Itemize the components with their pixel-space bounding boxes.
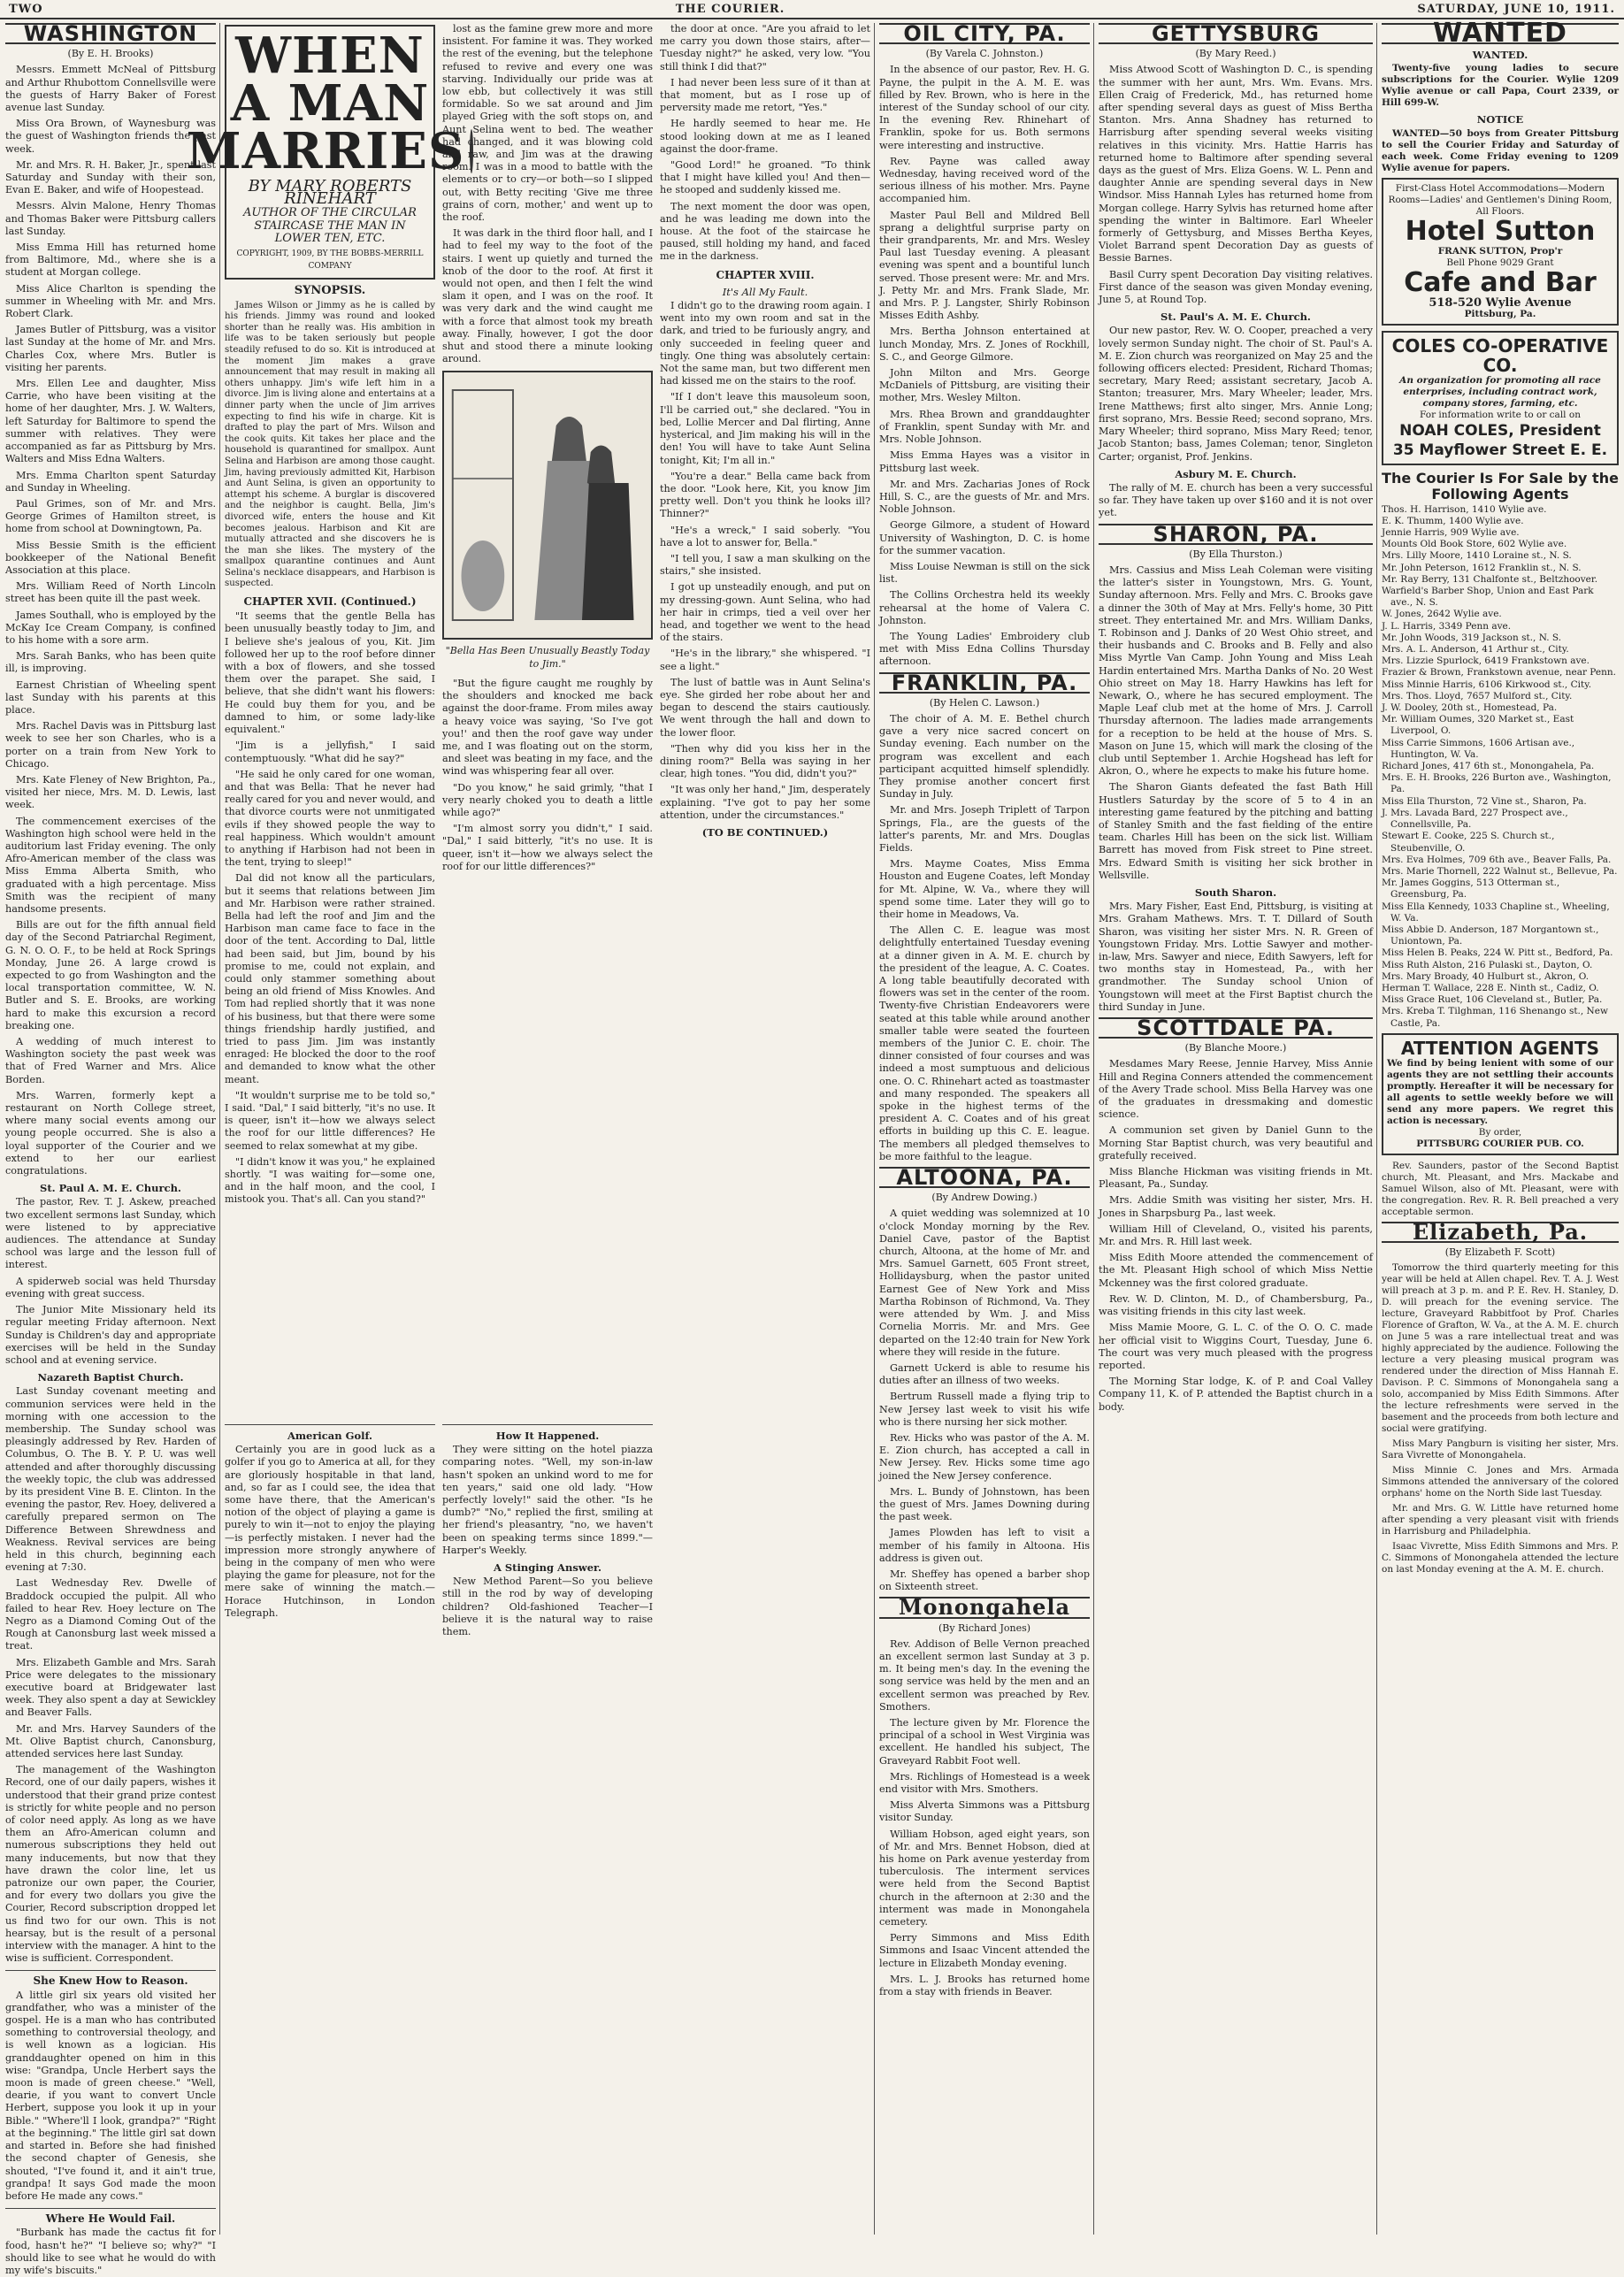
byline: (By E. H. Brooks) <box>67 48 154 60</box>
church-heading: Nazareth Baptist Church. <box>37 1371 184 1384</box>
news-item: Miss Mary Pangburn is visiting her sister, Mrs. Sara Vivrette of Monongahela. <box>1382 1438 1619 1461</box>
news-item: Mrs. Bertha Johnson entertained at lunch Monday, Mrs. Z. Jones of Rockhill, S. C., and George Gilmore. <box>879 326 1090 363</box>
section-heading: SCOTTDALE PA. <box>1099 1017 1373 1039</box>
news-item: The Young Ladies' Embroidery club met with Miss Edna Collins Thursday afternoon. <box>879 630 1090 668</box>
wanted-subheading: WANTED. <box>1472 49 1528 62</box>
news-item: Mrs. L. Bundy of Johnstown, has been the guest of Mrs. James Downing during the past week. <box>879 1485 1090 1523</box>
serial-copyright: COPYRIGHT, 1909, BY THE BOBBS-MERRILL COMPANY <box>236 249 424 272</box>
serial-story <box>186 23 870 1421</box>
news-item: Garnett Uckerd is able to resume his duties after an illness of two weeks. <box>879 1361 1090 1387</box>
agent-entry: Frazier & Brown, Frankstown avenue, near Penn. <box>1382 667 1616 678</box>
agent-entry: Miss Minnie Harris, 6106 Kirkwood st., City. <box>1382 678 1592 690</box>
news-item: Mrs. Sarah Banks, who has been quite ill, is improving. <box>5 650 216 675</box>
hotel-tagline: First-Class Hotel Accommodations—Modern Rooms—Ladies' and Gentlemen's Dining Room, All Floors. <box>1388 182 1613 217</box>
agent-entry: Mr. John Woods, 319 Jackson st., N. S. <box>1382 632 1562 643</box>
synopsis-heading: SYNOPSIS. <box>294 284 366 298</box>
news-item: Rev. Addison of Belle Vernon preached an excellent sermon last Sunday at 3 p. m. It being men's day. In the evening the song service was held by the men and an excellent sermon was preached by Rev. Smothers. <box>879 1637 1090 1713</box>
golf-story <box>225 1424 435 2221</box>
story-paragraph: "If I don't leave this mausoleum soon, I'll be carried out," she declared. "You in bed, Lollie Mercer and Dal flirting, Anne hysterical, and Jim making his will in the den! You will have to take Aunt Selina tonight, Kit; I'm all in." <box>660 391 870 466</box>
column-gettysburg <box>1099 23 1373 2235</box>
news-item: Mrs. Rhea Brown and granddaughter of Franklin, spent Sunday with Mr. and Mrs. Noble Johnson. <box>879 408 1090 446</box>
serial-col-2 <box>442 23 653 1210</box>
agent-entry: Miss Carrie Simmons, 1606 Artisan ave., Huntington, W. Va. <box>1382 737 1575 760</box>
church-news: Last Wednesday Rev. Dwelle of Braddock occupied the pulpit. All who failed to hear Rev. Hoey lecture on The Negro as a Diamond Coming Out of the Rough at Canonsburg last week missed a treat. <box>5 1577 216 1652</box>
news-item: James Southall, who is employed by the McKay Ice Cream Company, is confined to his home with a sore arm. <box>5 609 216 646</box>
agent-entry: Mrs. Mary Broady, 40 Hulburt st., Akron, O. <box>1382 970 1590 982</box>
news-item: Bertrum Russell made a flying trip to New Jersey last week to visit his wife who is there nursing her sick mother. <box>879 1391 1090 1428</box>
agent-entry: Miss Ruth Alston, 216 Pulaski st., Dayton, O. <box>1382 959 1593 970</box>
story-paragraph: "Good Lord!" he groaned. "To think that I might have killed you! And then—he stooped and suddenly kissed me. <box>660 159 870 196</box>
news-item: William Hill of Cleveland, O., visited his parents, Mr. and Mrs. R. Hill last week. <box>1099 1223 1373 1248</box>
column-rule <box>874 23 875 2235</box>
agent-entry: Miss Ella Thurston, 72 Vine st., Sharon, Pa. <box>1382 795 1587 807</box>
news-item: Mr. and Mrs. Zacharias Jones of Rock Hill, S. C., are the guests of Mr. and Mrs. Noble Johnson. <box>879 478 1090 516</box>
byline: (By Helen C. Lawson.) <box>929 696 1040 709</box>
story-paragraph: I got up unsteadily enough, and put on my dressing-gown. Aunt Selina, who had her hair in crimps, tied a veil over her head, and together we went to the head of the stairs. <box>660 581 870 644</box>
news-item: Miss Emma Hayes was a visitor in Pittsburg last week. <box>879 449 1090 474</box>
filler-heading: She Knew How to Reason. <box>5 1970 216 1987</box>
news-item: Mrs. Emma Charlton spent Saturday and Sunday in Wheeling. <box>5 469 216 494</box>
church-news: The Junior Mite Missionary held its regular meeting Friday afternoon. Next Sunday is Children's day and appropriate exercises will be held in the Sunday school and at evening service. <box>5 1304 216 1366</box>
coles-info: For information write to or call on <box>1420 409 1581 420</box>
story-paragraph: "Jim is a jellyfish," I said contemptuously. "What did he say?" <box>225 740 435 764</box>
coles-president: NOAH COLES, President <box>1399 421 1601 440</box>
news-item: Mrs. Ellen Lee and daughter, Miss Carrie, who have been visiting at the home of her daughter, Mrs. J. W. Walters, left Saturday for Baltimore to spend the summer with relatives. They were accompanied as far as Pittsburg by Mrs. Walters and Miss Edna Walters. <box>5 378 216 465</box>
wanted-text: Twenty-five young ladies to secure subscriptions for the Courier. Wylie 1209 Wylie avenue or call Papa, Court 2339, or Hill 699-W. <box>1382 63 1619 109</box>
agent-entry: Miss Helen B. Peaks, 224 W. Pitt st., Bedford, Pa. <box>1382 947 1613 959</box>
church-news: The management of the Washington Record, one of our daily papers, wishes it understood that their grand prize contest is strictly for white people and no person of color need apply. As long as we have them an Afro-American column and numerous subscriptions they held out many inducements, but now that they have drawn the color line, let us patronize our own paper, the Courier, and for every two dollars you give the Courier, Record subscription dropped let us find two for our own. This is not hearsay, but is the result of a personal interview with the manager. A hint to the wise is sufficient. Correspondent. <box>5 1764 216 1965</box>
coles-text: An organization for promoting all race enterprises, including contract work, company stores, farming, etc. <box>1399 374 1601 409</box>
illustration-caption: "Bella Has Been Unusually Beastly Today to Jim." <box>445 645 650 670</box>
news-item: The Morning Star lodge, K. of P. and Coal Valley Company 11, K. of P. attended the Baptist church in a body. <box>1099 1376 1373 1413</box>
notice-heading: NOTICE <box>1476 113 1524 126</box>
section-heading: ALTOONA, PA. <box>879 1167 1090 1188</box>
filler-story <box>442 1424 653 2221</box>
church-heading: Asbury M. E. Church. <box>1175 467 1297 480</box>
serial-author: BY MARY ROBERTS RINEHART <box>248 177 412 209</box>
story-paragraph: I had never been less sure of it than at that moment, but as I rose up of perversity made me retort, "Yes." <box>660 76 870 114</box>
news-item: Mesdames Mary Reese, Jennie Harvey, Miss Annie Hill and Regina Conners attended the commencement of the Avery Trade school. Miss Bella Harvey was one of the graduates in dressmaking and domestic science. <box>1099 1058 1373 1121</box>
agent-entry: Jennie Harris, 909 Wylie ave. <box>1382 527 1520 539</box>
byline: (By Elizabeth F. Scott) <box>1444 1246 1556 1258</box>
issue-date: SATURDAY, JUNE 10, 1911. <box>1417 2 1615 16</box>
news-item: Mrs. Mayme Coates, Miss Emma Houston and Eugene Coates, left Monday for Mt. Alpine, W. Va., where they will spend some time. Later they will go to their home in Meadows, Va. <box>879 858 1090 920</box>
byline: (By Richard Jones) <box>938 1622 1031 1634</box>
coles-address: 35 Mayflower Street E. E. <box>1392 441 1608 459</box>
hotel-address: 518-520 Wylie Avenue <box>1429 295 1572 310</box>
news-item: Mrs. Kate Fleney of New Brighton, Pa., visited her niece, Mrs. M. D. Lewis, last week. <box>5 773 216 811</box>
news-item: Mrs. Addie Smith was visiting her sister, Mrs. H. Jones in Sharpsburg Pa., last week. <box>1099 1194 1373 1219</box>
story-paragraph: "Do you know," he said grimly, "that I very nearly choked you to death a little while ago?" <box>442 781 653 818</box>
news-item: Miss Edith Moore attended the commencement of the Mt. Pleasant High school of which Miss Nettie Mckenney was the first colored graduate. <box>1099 1252 1373 1289</box>
story-paragraph: I didn't go to the drawing room again. I went into my own room and sat in the dark, and tried to be furiously angry, and only succeeded in feeling queer and tingly. One thing was absolutely certain: Not the same man, but two different men had kissed me on the stairs to the roof. <box>660 300 870 387</box>
illustration-drawing <box>444 372 651 638</box>
hotel-phone: Bell Phone 9029 Grant <box>1446 257 1554 268</box>
news-item: Mrs. L. J. Brooks has returned home from a stay with friends in Beaver. <box>879 1973 1090 1998</box>
church-news: Last Sunday covenant meeting and communion services were held in the morning with one accession to the membership. The Sunday school was pleasingly addressed by Rev. Harden of Columbus, O. The B. Y. P. U. was well attended and after thoroughly discussing the weekly topic, the club was addressed by its president Vine B. E. Clinton. In the evening the pastor, Rev. Hoey, delivered a carefully prepared sermon on The Difference Between Shrewdness and Weakness. Revival services are being held in this church, beginning each evening at 7:30. <box>5 1385 216 1574</box>
subsection-heading: South Sharon. <box>1194 886 1277 899</box>
byline: (By Andrew Dowing.) <box>931 1192 1038 1204</box>
news-item: A wedding of much interest to Washington society the past week was that of Fred Warner and Mrs. Alice Borden. <box>5 1036 216 1085</box>
page-number: TWO <box>9 2 43 16</box>
news-item: Mrs. Mary Fisher, East End, Pittsburg, is visiting at Mrs. Graham Mathews. Mrs. T. T. Dillard of South Sharon, was visiting her sister Mrs. N. R. Green of Youngstown Friday. Mrs. Lottie Sawyer and mother-in-law, Mrs. Sawyer and niece, Edith Sawyers, left for two months stay in Homestead, Pa., with her grandmother. The Sunday school Union of Youngstown will meet at the First Baptist church the third Sunday in June. <box>1099 901 1373 1013</box>
story-paragraph: "He's a wreck," I said soberly. "You have a lot to answer for, Bella." <box>660 524 870 548</box>
attention-sign2: PITTSBURG COURIER PUB. CO. <box>1416 1138 1584 1149</box>
to-be-continued: (TO BE CONTINUED.) <box>701 825 829 839</box>
chapter-heading: CHAPTER XVII. (Continued.) <box>243 595 417 609</box>
church-news: Our new pastor, Rev. W. O. Cooper, preached a very lovely sermon Sunday night. The choir of St. Paul's A. M. E. Zion church was reorganized on May 25 and the following officers elected: President, Richard Thomas; secretary, Mary Reed; assistant secretary, Jacob A. Stanton; treasurer, Mrs. Mary Wheeler; leader, Mrs. Irene Matthews; first alto singer, Mrs. Annie Long; first soprano, Mrs. Bessie Reed; second soprano, Mrs. Mary Wheeler; third soprano, Miss Mary Reed; tenor, Jacob Stanton; bass, James Coleman; tenor, Singleton Carter; organist, Prof. Jenkins. <box>1099 325 1373 463</box>
filler-text: New Method Parent—So you believe still in the rod by way of developing children? Old-fashioned Teacher—I believe it is the natural way to raise them. <box>442 1576 653 1638</box>
filler-heading: Where He Would Fail. <box>5 2208 216 2225</box>
chapter-heading: CHAPTER XVIII. <box>716 268 815 281</box>
synopsis-text: James Wilson or Jimmy as he is called by his friends. Jimmy was round and looked shorter than he really was. His ambition in life was to be taken seriously but people steadily refused to do so. Kit is introduced at the moment Jim makes a grave announcement that may result in making all others unhappy. Jim's wife left him in a divorce. Jim is living alone and entertains at a dinner party when the uncle of Jim arrives expecting to find his wife in charge. Kit is drafted to play the part of Mrs. Wilson and the cook quits. Kit takes her place and the household is quarantined for smallpox. Aunt Selina and Harbison are among those caught. Jim, having previously admitted Kit, Harbison and Aunt Selina, is given an opportunity to attempt his scheme. A burglar is discovered and the neighbor is caught. Bella, Jim's divorced wife, enters the house and Kit becomes jealous. Harbison and Kit are mutually attracted and she discovers he is the man she likes. The mystery of the smallpox quarantine continues and Aunt Selina's necklace disappears, and Harbison is suspected. <box>225 300 435 589</box>
news-item: Paul Grimes, son of Mr. and Mrs. George Grimes of Hamilton street, is home from school at Downingtown, Pa. <box>5 497 216 535</box>
agent-entry: Mr. John Peterson, 1612 Franklin st., N. S. <box>1382 562 1582 573</box>
agents-list <box>1382 504 1619 1030</box>
serial-col-1 <box>186 23 465 1210</box>
agent-entry: Mrs. Kreba T. Tilghman, 116 Shenango st., New Castle, Pa. <box>1382 1006 1608 1029</box>
column-ads <box>1382 18 1619 2235</box>
newspaper-title: THE COURIER. <box>675 2 785 16</box>
news-item: Mr. and Mrs. G. W. Little have returned home after spending a very pleasant visit with friends in Harrisburg and Philadelphia. <box>1382 1503 1619 1537</box>
story-paragraph: "I'm almost sorry you didn't," I said. "Dal," I said bitterly, "it's no use. It is queer, isn't it—how we always select the roof for our little differences?" <box>442 823 653 872</box>
serial-title-block <box>186 25 465 280</box>
hotel-proprietor: FRANK SUTTON, Prop'r <box>1437 245 1563 257</box>
hotel-city: Pittsburg, Pa. <box>1464 308 1536 319</box>
news-item: The lecture given by Mr. Florence the principal of a school in West Virginia was excellent. He handled his subject, The Graveyard Rabbit Foot well. <box>879 1716 1090 1767</box>
byline: (By Blanche Moore.) <box>1184 1042 1287 1054</box>
coles-name: COLES CO-OPERATIVE CO. <box>1391 334 1609 376</box>
serial-title-line2: MARRIES <box>186 122 465 180</box>
byline: (By Varela C. Johnston.) <box>925 48 1044 60</box>
attention-sign1: By order, <box>1478 1126 1522 1138</box>
news-item: Earnest Christian of Wheeling spent last Sunday with his parents at this place. <box>5 678 216 716</box>
news-item: James Plowden has left to visit a member of his family in Altoona. His address is given out. <box>879 1527 1090 1564</box>
story-paragraph: "It seems that the gentle Bella has been unusually beastly today to Jim, and I believe she's jealous of you, Kit. Jim followed her up to the roof before dinner with a box of flowers, and she tossed them over the parapet. She said, I believe, that she didn't want his flowers: He could buy them for you, and be damned to him, or some lady-like equivalent." <box>225 610 435 736</box>
section-heading: SHARON, PA. <box>1099 524 1373 545</box>
news-item: Mrs. Warren, formerly kept a restaurant on North College street, where many social events among our young people occurred. She is also a loyal supporter of the Courier and we extend to her our earliest congratulations. <box>5 1089 216 1177</box>
story-paragraph: "But the figure caught me roughly by the shoulders and knocked me back against the door-frame. From miles away a heavy voice was saying, 'So I've got you!' and then the roof gave way under me, and I was floating out on the storm, and sleet was beating in my face, and the wind was whispering fear all over. <box>442 677 653 778</box>
news-item: Rev. Hicks who was pastor of the A. M. E. Zion church, has accepted a call in New Jersey. Rev. Hicks some time ago joined the New Jersey conference. <box>879 1431 1090 1482</box>
church-news: Mrs. Elizabeth Gamble and Mrs. Sarah Price were delegates to the missionary executive board at Bridgewater last week. They also spent a day at Sewickley and Beaver Falls. <box>5 1656 216 1719</box>
agent-entry: Mounts Old Book Store, 602 Wylie ave. <box>1382 539 1567 550</box>
story-paragraph: "You're a dear." Bella came back from the door. "Look here, Kit, you know Jim pretty well. Don't you think he looks ill? Thinner?" <box>660 470 870 520</box>
agent-entry: Mrs. Thos. Lloyd, 7657 Mulford st., City. <box>1382 690 1573 702</box>
notice-text: WANTED—50 boys from Greater Pittsburg to sell the Courier Friday and Saturday of each week. Come Friday evening to 1209 Wylie avenue for papers. <box>1382 127 1619 173</box>
news-item: Mrs. William Reed of North Lincoln street has been quite ill the past week. <box>5 580 216 605</box>
section-heading: FRANKLIN, PA. <box>879 672 1090 694</box>
story-paragraph: "He's in the library," she whispered. "I see a light." <box>660 648 870 672</box>
filler-story: A little girl six years old visited her grandfather, who was a minister of the gospel. He is a man who has contributed something to controversial theology, and is well known as a logician. His granddaughter opened on him in this wise: "Grandpa, Uncle Herbert says the moon is made of green cheese." "Well, dearie, if you want to convert Uncle Herbert, suppose you look it up in your Bible." "Where'll I look, grandpa?" "Right at the beginning." The little girl sat down and started in. Before she had finished the second chapter of Genesis, she shouted, "I've found it, and it ain't true, grandpa! It says God made the moon before He made any cows." <box>5 1989 216 2202</box>
agent-entry: Richard Jones, 417 6th st., Monongahela, Pa. <box>1382 761 1595 772</box>
coles-coop-ad <box>1382 331 1619 465</box>
news-item: Miss Alice Charlton is spending the summer in Wheeling with Mr. and Mrs. Robert Clark. <box>5 282 216 320</box>
news-item: Miss Alverta Simmons was a Pittsburg visitor Sunday. <box>879 1799 1090 1824</box>
serial-title-line1: WHEN A MAN <box>230 27 430 133</box>
agent-entry: Mr. William Oumes, 320 Market st., East Liverpool, O. <box>1382 714 1574 737</box>
news-item: Messrs. Emmett McNeal of Pittsburg and Arthur Rhubottom Connellsville were the guests of Harry Baker of Forest avenue last Sunday. <box>5 64 216 114</box>
section-heading: Elizabeth, Pa. <box>1382 1222 1619 1243</box>
late-notice: Rev. Saunders, pastor of the Second Baptist church, Mt. Pleasant, and Mrs. Mackabe and Samuel Wilson, also of Mt. Pleasant, were with the congregation. Rev. R. R. Bell preached a very acceptable sermon. <box>1382 1160 1619 1217</box>
news-item: A quiet wedding was solemnized at 10 o'clock Monday morning by the Rev. Daniel Cave, pastor of the Baptist church, Altoona, at the home of Mr. and Mrs. Samuel Garnett, 605 Front street, Hollidaysburg, when the pastor united Earnest Gee of New York and Miss Martha Robinson of Richmond, Va. They were attended by Wm. J. and Miss Cornelia Morris. Mr. and Mrs. Gee departed on the 12:40 train for New York where they will reside in the future. <box>879 1208 1090 1358</box>
news-item: Basil Curry spent Decoration Day visiting relatives. First dance of the season was given Monday evening, June 5, at Round Top. <box>1099 268 1373 306</box>
agent-entry: Miss Grace Ruet, 106 Cleveland st., Butler, Pa. <box>1382 994 1603 1006</box>
attention-agents-ad <box>1382 1033 1619 1155</box>
agent-entry: Mrs. E. H. Brooks, 226 Burton ave., Washington, Pa. <box>1382 772 1612 795</box>
church-news: A spiderweb social was held Thursday evening with great success. <box>5 1275 216 1300</box>
news-item: A communion set given by Daniel Gunn to the Morning Star Baptist church, was very beautiful and gratefully received. <box>1099 1124 1373 1162</box>
serial-col-3 <box>660 23 870 1210</box>
news-item: William Hobson, aged eight years, son of Mr. and Mrs. Bennet Hobson, died at his home on Park avenue yesterday from tuberculosis. The interment services were held from the Second Baptist church in the afternoon at 2:30 and the interment was made in Monongahela cemetery. <box>879 1828 1090 1928</box>
news-item: Messrs. Alvin Malone, Henry Thomas and Thomas Baker were Pittsburg callers last Sunday. <box>5 200 216 237</box>
news-item: Miss Bessie Smith is the efficient bookkeeper of the National Benefit Association at this place. <box>5 539 216 576</box>
chapter-subtitle: It's All My Fault. <box>722 285 808 298</box>
agent-entry: Mrs. Lilly Moore, 1410 Loraine st., N. S. <box>1382 550 1572 562</box>
section-heading: WASHINGTON <box>5 23 216 44</box>
news-item: Bills are out for the fifth annual field day of the Second Patriarchal Regiment, G. N. O. O. F., to be held at Rock Springs Monday, June 26. A large crowd is expected to go from Washington and the local transportation committee, W. N. Butler and S. E. Brooks, are working hard to make this excursion a record breaking one. <box>5 919 216 1031</box>
news-item: Mrs. Richlings of Homestead is a week end visitor with Mrs. Smothers. <box>879 1770 1090 1795</box>
agent-entry: J. L. Harris, 3349 Penn ave. <box>1382 620 1512 632</box>
agent-entry: E. K. Thumm, 1400 Wylie ave. <box>1382 515 1524 526</box>
filler-text: They were sitting on the hotel piazza comparing notes. "Well, my son-in-law hasn't spoken an unkind word to me for ten years," said one old lady. "How perfectly lovely!" said the other. "Is he dumb?" "No," replied the first, smiling at her friend's pleasantry, "no, we haven't been on speaking terms since 1899."—Harper's Weekly. <box>442 1444 653 1556</box>
golf-heading: American Golf. <box>287 1430 373 1442</box>
church-news: Mr. and Mrs. Harvey Saunders of the Mt. Olive Baptist church, Canonsburg, attended services here last Sunday. <box>5 1722 216 1760</box>
agent-entry: Mrs. Lizzie Spurlock, 6419 Frankstown ave. <box>1382 656 1590 667</box>
church-news: The rally of M. E. church has been a very successful so far. They have taken up over $160 and it is not over yet. <box>1099 481 1373 519</box>
agent-entry: J. Mrs. Lavada Bard, 227 Prospect ave., Connellsville, Pa. <box>1382 807 1568 831</box>
agents-heading: The Courier Is For Sale by the Following Agents <box>1382 469 1619 502</box>
news-item: The choir of A. M. E. Bethel church gave a very nice sacred concert on Sunday evening. Each number on the program was excellent and each participant acquitted himself splendidly. They promise another concert first Sunday in July. <box>879 712 1090 801</box>
story-paragraph: "It was only her hand," Jim, desperately explaining. "I've got to pay her some attention, under the circumstances." <box>660 784 870 821</box>
church-news: The pastor, Rev. T. J. Askew, preached two excellent sermons last Sunday, which were listened to by appreciative audiences. The attendance at Sunday school was large and the lesson full of interest. <box>5 1196 216 1271</box>
story-paragraph: He hardly seemed to hear me. He stood looking down at me as I leaned against the door-frame. <box>660 118 870 155</box>
agent-entry: Mr. James Goggins, 513 Otterman st., Greensburg, Pa. <box>1382 878 1560 901</box>
news-item: The commencement exercises of the Washington high school were held in the auditorium last Friday evening. The only Afro-American member of the class was Miss Emma Alberta Smith, who graduated with a high percentage. Miss Smith was the recipient of many handsome presents. <box>5 815 216 915</box>
column-rule <box>219 23 220 2235</box>
news-item: Master Paul Bell and Mildred Bell sprang a delightful surprise party on their grandparents, Mr. and Mrs. Wesley Paul last Tuesday evening. A pleasant evening was spent and a bountiful lunch served. Those present were: Mr. and Mrs. J. Petty Mr. and Mrs. Frank Slade, Mr. and Mrs. P. J. Langster, Shirly Robinson Misses Edith Ashby. <box>879 209 1090 322</box>
news-item: Rev. W. D. Clinton, M. D., of Chambersburg, Pa., was visiting friends in this city last week. <box>1099 1292 1373 1318</box>
news-item: George Gilmore, a student of Howard University of Washington, D. C. is home for the summer vacation. <box>879 519 1090 556</box>
agent-entry: Stewart E. Cooke, 225 S. Church st., Steubenville, O. <box>1382 831 1555 854</box>
news-item: Mr. and Mrs. Joseph Triplett of Tarpon Springs, Fla., are the guests of the latter's parents, Mr. and Mrs. Douglas Fields. <box>879 804 1090 854</box>
news-item: Tomorrow the third quarterly meeting for this year will be held at Allen chapel. Rev. T. A. J. West will preach at 3 p. m. and P. E. Rev. H. Stanley, D. D. will preach for the evening service. The lecture, Graveyard Rabbitfoot by Prof. Charles Florence of Grafton, W. Va., at the A. M. E. church on June 5 was a rare intellectual treat and was highly appreciated by the audience. Following the lecture a very pleasing musical program was rendered under the direction of Miss Hannah E. Davison. P. C. Simmons of Monongahela sang a solo, accompanied by Miss Edith Simmons. After the lecture refreshments were served in the basement and the proceeds from both lecture and social were gratifying. <box>1382 1262 1619 1435</box>
filler-heading: How It Happened. <box>495 1430 600 1442</box>
news-item: Miss Minnie C. Jones and Mrs. Armada Simmons attended the anniversary of the colored orphans' home on the North Side last Tuesday. <box>1382 1465 1619 1499</box>
agent-entry: Mrs. A. L. Anderson, 41 Arthur st., City. <box>1382 644 1569 656</box>
washington-news <box>5 64 216 1177</box>
agent-entry: Mrs. Marie Thornell, 222 Walnut st., Bellevue, Pa. <box>1382 865 1618 877</box>
story-paragraph: "I tell you, I saw a man skulking on the stairs," she insisted. <box>660 552 870 578</box>
column-rule <box>1093 23 1094 2235</box>
news-item: The Sharon Giants defeated the fast Bath Hill Hustlers Saturday by the score of 5 to 4 in an interesting game featured by the pitching and batting of Stanley Smith and the fast fielding of the entire team. Charles Hill has been on the sick list. William Barrett has moved from Fisk street to Pine street. Mrs. Edward Smith is visiting her sick brother in Wellsville. <box>1099 781 1373 881</box>
news-item: Isaac Vivrette, Miss Edith Simmons and Mrs. P. C. Simmons of Monongahela attended the lecture on last Monday evening at the A. M. E. church. <box>1382 1541 1619 1576</box>
serial-author-of: AUTHOR OF THE CIRCULAR STAIRCASE THE MAN IN LOWER TEN, ETC. <box>243 206 417 245</box>
agent-entry: W. Jones, 2642 Wylie ave. <box>1382 609 1502 620</box>
story-illustration <box>442 371 653 640</box>
agent-entry: Mr. Ray Berry, 131 Chalfonte st., Beltzhoover. <box>1382 573 1598 585</box>
agent-entry: Miss Abbie D. Anderson, 187 Morgantown st., Uniontown, Pa. <box>1382 924 1599 947</box>
hotel-name: Hotel Sutton <box>1405 215 1596 247</box>
news-item: Mr. Sheffey has opened a barber shop on Sixteenth street. <box>879 1568 1090 1593</box>
attention-heading: ATTENTION AGENTS <box>1400 1037 1600 1059</box>
story-paragraph: The next moment the door was open, and he was leading me down into the house. At the foot of the staircase he paused, still holding my hand, and faced me in the darkness. <box>660 200 870 263</box>
agent-entry: Miss Ella Kennedy, 1033 Chapline st., Wheeling, W. Va. <box>1382 901 1610 924</box>
news-item: The Allen C. E. league was most delightfully entertained Tuesday evening at a dinner given in A. M. E. church by the president of the league, A. C. Coates. A long table beautifully decorated with flowers was set in the center of the room. Twenty-five Christian Endeavorers were seated at this table while around another smaller table were seated the fourteen members of the Junior C. E. choir. The dinner consisted of four courses and was indeed a most sumptuous and delicious one. O. C. Rhinehart acted as toastmaster and many responded. The speakers all spoke in the highest terms of the president A. C. Coates and of his great efforts in building up this C. E. league. The members all pledged themselves to be more faithful to the league. <box>879 924 1090 1162</box>
story-paragraph: "It wouldn't surprise me to be told so," I said. "Dal," I said bitterly, "it's no use. It is queer, isn't it—how we always select the roof for our little differences? He seemed to relax somewhat at my gibe. <box>225 1089 435 1152</box>
section-heading: Monongahela <box>879 1597 1090 1618</box>
church-heading: St. Paul A. M. E. Church. <box>40 1182 181 1195</box>
news-item: Miss Blanche Hickman was visiting friends in Mt. Pleasant, Pa., Sunday. <box>1099 1166 1373 1191</box>
agent-entry: Thos. H. Harrison, 1410 Wylie ave. <box>1382 503 1547 515</box>
news-item: John Milton and Mrs. George McDaniels of Pittsburg, are visiting their mother, Mrs. Wesley Milton. <box>879 367 1090 404</box>
section-heading: OIL CITY, PA. <box>879 23 1090 44</box>
golf-text: Certainly you are in good luck as a golfer if you go to America at all, for they are gloriously hospitable in that land, and, so far as I could see, the idea that some have there, that the American's notion of the object of playing a game is purely to win it—not to enjoy the playing—is perfectly mistaken. I never had the impression more strongly anywhere of being in the company of men who were playing the game for pleasure, not for the mere sake of winning the match.—Horace Hutchinson, in London Telegraph. <box>225 1444 435 1619</box>
column-washington <box>5 21 216 2276</box>
agent-entry: Herman T. Wallace, 228 E. Ninth st., Cadiz, O. <box>1382 982 1599 993</box>
masthead <box>0 0 1624 19</box>
news-item: Miss Atwood Scott of Washington D. C., is spending the summer with her aunt, Mrs. Wm. Evans. Mrs. Ellen Craig of Frederick, Md., has returned home after spending several days as guest of Miss Bertha Stanton. Mrs. Anna Shadney has returned to Harrisburg after spending several weeks visiting relatives in this vicinity. Mrs. Hattie Harris has returned home to Baltimore after spending several days as the guest of Mrs. Eliza Goens. W. L. Penn and daughter Annie are spending several days in New Windsor. Miss Hannah Lyles has returned home from Morgan college. Harry Sylvis has returned home after spending the winter in Baltimore. Earl Wheeler formerly of Gettysburg, and Misses Bertha Keyes, Violet Barrand spent Decoration Day as guests of Bessie Barnes. <box>1099 64 1373 264</box>
attention-text: We find by being lenient with some of our agents they are not settling their accounts promptly. Hereafter it will be necessary for all agents to settle weekly before we will send any more papers. We regret this action is necessary. <box>1387 1057 1613 1126</box>
story-paragraph: It was dark in the third floor hall, and I had to feel my way to the foot of the stairs. I went up quietly and turned the knob of the door to the roof. At first it would not open, and then I felt the wind slam it open, and I was on the roof. It was very dark and the wind caught me with a force that almost took my breath away. Finally, however, I got the door shut and stood there a minute looking around. <box>442 227 653 365</box>
section-heading: GETTYSBURG <box>1099 23 1373 44</box>
story-paragraph: The lust of battle was in Aunt Selina's eye. She girded her robe about her and began to descend the stairs cautiously. We went through the hall and down to the lower floor. <box>660 676 870 739</box>
story-paragraph: "I didn't know it was you," he explained shortly. "I was waiting for—some one, and in the half moon, and the cool, I mistook you. That's all. Can you stand?" <box>225 1155 435 1206</box>
news-item: Miss Louise Newman is still on the sick list. <box>879 560 1090 586</box>
church-heading: St. Paul's A. M. E. Church. <box>1161 310 1311 324</box>
story-paragraph: "Then why did you kiss her in the dining room?" Bella was saying in her clear, high tones. "You did, didn't you?" <box>660 742 870 780</box>
news-item: James Butler of Pittsburg, was a visitor last Sunday at the home of Mr. and Mrs. Charles Cox, where Mrs. Butler is visiting her parents. <box>5 324 216 373</box>
news-item: Perry Simmons and Miss Edith Simmons and Isaac Vincent attended the lecture in Elizabeth Monday evening. <box>879 1932 1090 1969</box>
news-item: Mrs. Rachel Davis was in Pittsburg last week to see her son Charles, who is a porter on a train from New York to Chicago. <box>5 720 216 770</box>
column-rule <box>1376 23 1377 2235</box>
story-paragraph: Dal did not know all the particulars, but it seems that relations between Jim and Mr. Harbison were rather strained. Bella had left the roof and Jim and the Harbison man came face to face in the door of the tent. According to Dal, little had been said, but Jim, bound by his promise to me, could not explain, and could only stammer something about being an old friend of Miss Knowles. And Tom had replied shortly that it was none of his business, but that there were some things friendship hardly justified, and tried to pass Jim. Jim was instantly enraged: He blocked the door to the roof and demanded to know what the other meant. <box>225 872 435 1085</box>
story-paragraph: "He said he only cared for one woman, and that was Bella: That he never had really cared for you and never would, and that divorce courts were not unmitigated evils if they showed people the way to real happiness. Which wouldn't amount to anything if Harbison had not been in the tent, trying to sleep!" <box>225 768 435 869</box>
story-paragraph: lost as the famine grew more and more insistent. For famine it was. They worked the rest of the evening, but the telephone refused to revive and every one was starving. Individually our pride was at low ebb, but collectively it was still formidable. So we sat around and Jim played Grieg with the soft stops on, and Aunt Selina went to bed. The weather had changed, and it was blowing cold and raw, and Jim was at the drawing room. I was in a mood to battle with the elements or to cry—or both—so I slipped out, with Betty reciting 'Give me three grains of corn, mother,' and went up to the roof. <box>442 23 653 224</box>
filler-heading: A Stinging Answer. <box>493 1561 602 1575</box>
byline: (By Ella Thurston.) <box>1189 548 1283 560</box>
news-item: Rev. Payne was called away Wednesday, having received word of the serious illness of his mother. Mrs. Payne accompanied him. <box>879 155 1090 205</box>
agent-entry: J. W. Dooley, 20th st., Homestead, Pa. <box>1382 702 1558 714</box>
news-item: Miss Mamie Moore, G. L. C. of the O. O. C. made her official visit to Wiggins Court, Tuesday, June 6. The court was very much pleased with the progress reported. <box>1099 1322 1373 1371</box>
agent-entry: Warfield's Barber Shop, Union and East Park ave., N. S. <box>1382 586 1594 609</box>
news-item: Miss Ora Brown, of Waynesburg was the guest of Washington friends the past week. <box>5 118 216 155</box>
filler-story: "Burbank has made the cactus fit for food, hasn't he?" "I believe so; why?" "I should like to see what he would do with my wife's biscuits." <box>5 2227 216 2276</box>
column-oil-city <box>879 23 1090 2235</box>
news-item: Mr. and Mrs. R. H. Baker, Jr., spent last Saturday and Sunday with their son, Evan E. Baker, and wife of Hoopestead. <box>5 158 216 196</box>
hotel-cafe: Cafe and Bar <box>1404 266 1597 298</box>
news-item: The Collins Orchestra held its weekly rehearsal at the home of Valera C. Johnston. <box>879 589 1090 626</box>
news-item: Mrs. Cassius and Miss Leah Coleman were visiting the latter's sister in Youngstown, Mrs. G. Yount, Sunday afternoon. Mrs. Felly and Mrs. C. Brooks gave a dinner the 30th of May at Mrs. Felly's home, 30 Pitt street. They entertained Mr. and Mrs. William Danks, T. Robinson and J. Danks of 20 West Ohio street, and their husbands and C. Brooks and B. Felly and also Miss Myrtle Van Camp. John Young and Miss Leah Hardin entertained Mrs. Martha Danks of No. 20 West Ohio street on May 18. Harry Hawkins has left for Newark, O., where he has secured employment. The Maple Leaf club met at the home of Mrs. J. Carroll Thursday afternoon. The ladies made arrangements for a reception to be held at the house of Mrs. S. Mason on June 15, which will mark the closing of the club until September 1. Archie Hogshead has left for Akron, O., where he expects to make his future home. <box>1099 564 1373 778</box>
news-item: Miss Emma Hill has returned home from Baltimore, Md., where she is a student at Morgan college. <box>5 242 216 279</box>
wanted-heading: WANTED <box>1382 23 1619 44</box>
agent-entry: Mrs. Eva Holmes, 709 6th ave., Beaver Falls, Pa. <box>1382 854 1612 865</box>
news-item: In the absence of our pastor, Rev. H. G. Payne, the pulpit in the A. M. E. was filled by Rev. Brown, who is here in the interest of the Sunday school of our city. In the evening Rev. Rhinehart of Franklin, spoke for us. Both sermons were interesting and instructive. <box>879 64 1090 151</box>
story-paragraph: the door at once. "Are you afraid to let me carry you down those stairs, after—Tuesday night?" he asked, very low. "You still think I did that?" <box>660 23 870 73</box>
hotel-sutton-ad <box>1382 178 1619 326</box>
byline: (By Mary Reed.) <box>1195 48 1276 60</box>
